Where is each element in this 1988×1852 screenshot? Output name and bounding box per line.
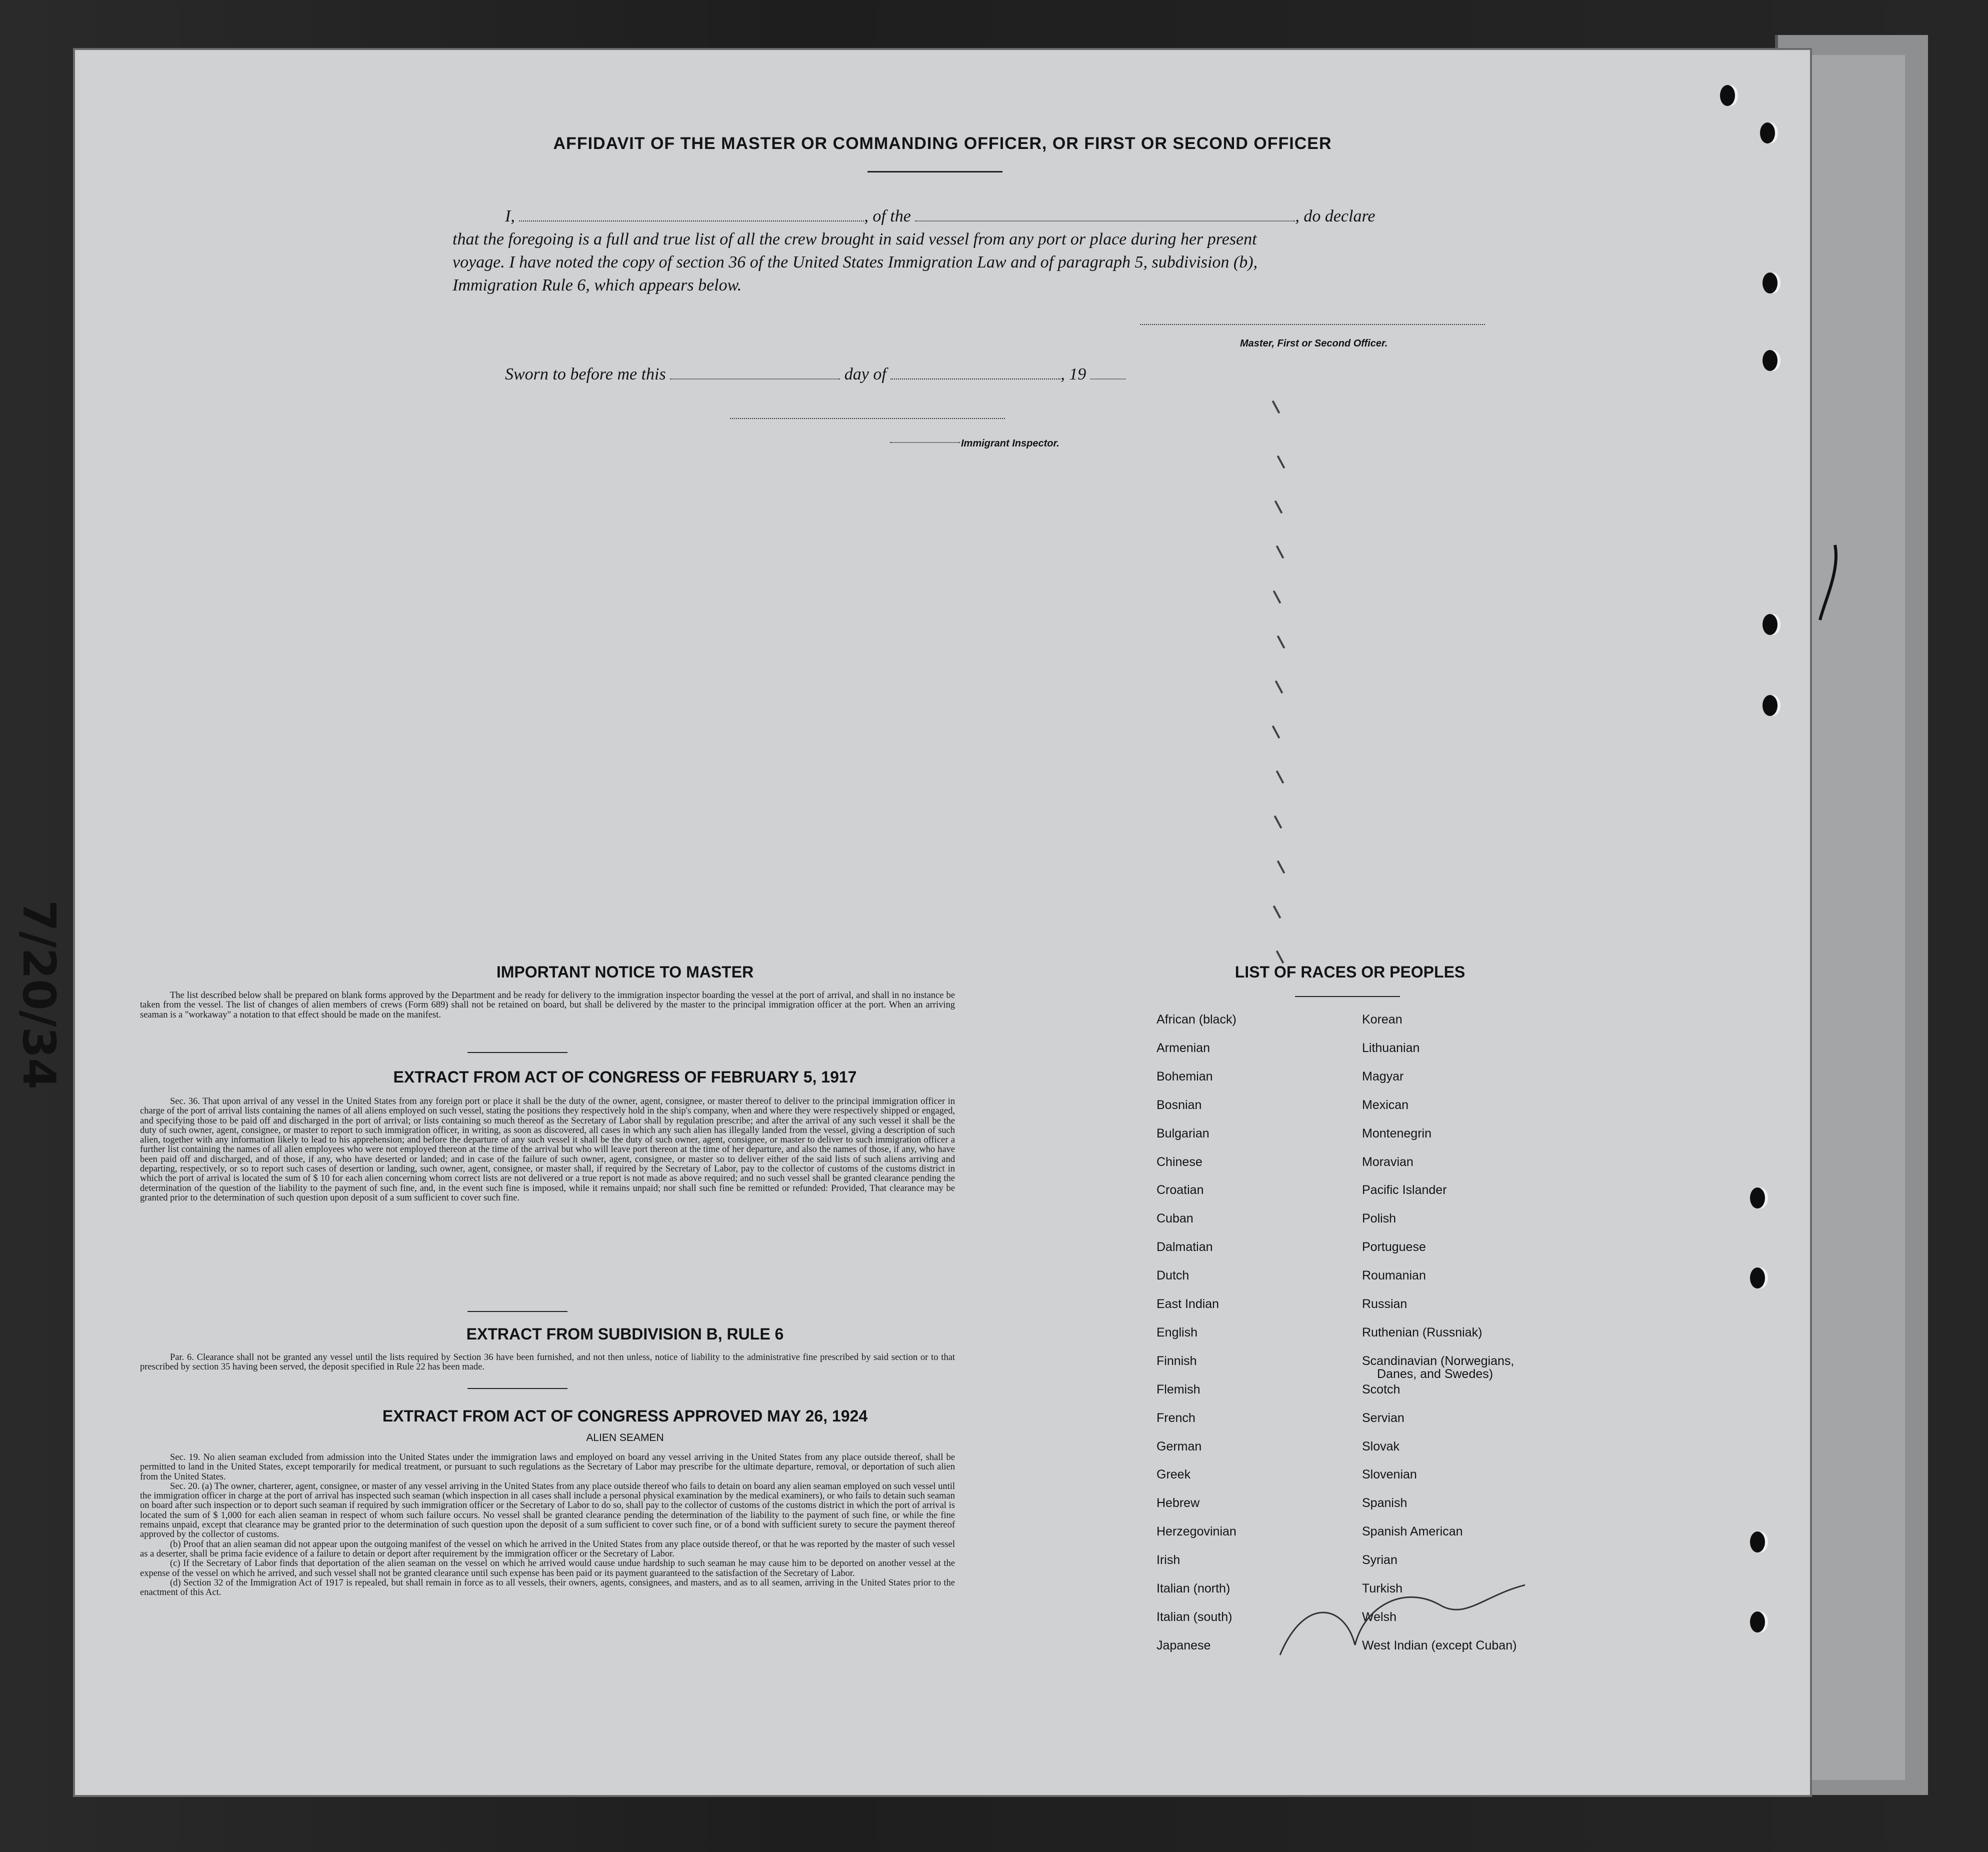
sworn-year-blank[interactable] — [1090, 366, 1126, 380]
extract-1917-text: Sec. 36. That upon arrival of any vessel in the United States from any foreign port or place it shall be the duty of the owner, agent, consignee, or master thereof to deliver to the principal immigration officer in charge of the port of arrival lists containing the names of all aliens employed on such vessel, stating the positions they respectively hold in the ship's company, when and where they were respectively shipped or engaged, and specifying those to be paid off and discharged in the port of arrival; or lists containing so much thereof as the Secretary of Labor shall by regulation prescribe; and after the arrival of any such vessel it shall be the duty of such owner, agent, consignee, or master to report to such immigration officer, in writing, as soon as discovered, all cases in which any such alien has illegally landed from the vessel, giving a description of such alien, together with any information likely to lead to his apprehension; and before the departure of any such vessel it shall be the duty of such owner, agent, consignee, or master to deliver to such immigration officer a further list containing the names of all alien employees who were not employed thereon at the time of the arrival but who will leave port thereon at the time of her departure, and also the names of those, if any, who have been paid off and discharged, and of those, if any, who have deserted or landed; and in case of the failure of such owner, agent, consignee, or master so to deliver either of the said lists of such aliens arriving and departing, respectively, or so to report such cases of desertion or landing, such owner, agent, consignee, or master shall, if required by the Secretary of Labor, pay to the collector of customs of the customs district in which the port of arrival is located the sum of $ 10 for each alien concerning whom correct lists are not delivered or a true report is not made as above required; and no such vessel shall be granted clearance pending the determination of the question of the liability to the payment of such fine, and, in the event such fine is imposed, while it remains unpaid; nor shall such fine be remitted or refunded: Provided, That clearance may be granted prior to the determination of such question upon deposit of a sum sufficient to cover such fine. — [140, 1096, 955, 1203]
race-item: Syrian — [1362, 1553, 1398, 1568]
race-item: Portuguese — [1362, 1240, 1426, 1254]
race-item: Bosnian — [1156, 1098, 1202, 1112]
binder-hole — [1760, 122, 1775, 144]
race-item: Russian — [1362, 1297, 1408, 1311]
sec20b-text: (b) Proof that an alien seaman did not appear upon the outgoing manifest of the vessel on which he arrived in the United States from any place outside thereof, or that he was reported by the master of such vessel as a deserter, shall be prima facie evidence of a failure to detain or deport after requirement by the immigration officer or the Secretary of Labor. — [140, 1539, 955, 1559]
extract-rule6-text: Par. 6. Clearance shall not be granted any vessel until the lists required by Section 36 have been furnished, and not then unless, notice of liability to the administrative fine prescribed by said section or to that prescribed by section 35 having been served, the deposit specified in Rule 22 has been made. — [140, 1352, 955, 1372]
binder-hole — [1720, 85, 1735, 106]
affidavit-line-2: that the foregoing is a full and true list of all the crew brought in said vessel from any port or place during her present — [452, 230, 1257, 248]
extract-1924-title: EXTRACT FROM ACT OF CONGRESS APPROVED MAY 26, 1924 — [382, 1407, 868, 1425]
binder-hole — [1750, 1268, 1765, 1288]
affidavit-title: AFFIDAVIT OF THE MASTER OR COMMANDING OFFICER, OR FIRST OR SECOND OFFICER — [553, 134, 1332, 153]
notice-text: The list described below shall be prepared on blank forms approved by the Department and be ready for delivery to the immigration inspector boarding the vessel at the port of arrival, and shall in no instance be taken from the vessel. The list of changes of alien members of crews (Form 689) shall not be retained on board, but shall be delivered by the master to the principal immigration officer at the port. When an arriving seaman is a "workaway" a notation to that effect should be made on the manifest. — [140, 990, 955, 1020]
race-item: Pacific Islander — [1362, 1183, 1447, 1198]
alien-seamen-subtitle: ALIEN SEAMEN — [586, 1432, 664, 1444]
race-item: Italian (south) — [1156, 1610, 1232, 1624]
extract-1917-title: EXTRACT FROM ACT OF CONGRESS OF FEBRUARY 5, 1917 — [393, 1068, 857, 1086]
check-mark — [1276, 770, 1284, 784]
race-item: Lithuanian — [1362, 1040, 1420, 1055]
race-item: Hebrew — [1156, 1496, 1200, 1510]
inspector-signature-line[interactable] — [730, 418, 1005, 419]
race-item: French — [1156, 1410, 1196, 1425]
name-blank[interactable] — [519, 208, 864, 222]
master-signature-line[interactable] — [1140, 324, 1485, 325]
race-item: Croatian — [1156, 1183, 1204, 1198]
race-item: Slovak — [1362, 1439, 1400, 1454]
document-page — [12, 50, 1810, 1795]
race-item: Finnish — [1156, 1354, 1197, 1368]
race-item: Montenegrin — [1362, 1126, 1432, 1140]
race-item: Armenian — [1156, 1040, 1210, 1055]
race-item: Dutch — [1156, 1268, 1190, 1283]
inspector-caption: Immigrant Inspector. — [961, 438, 1060, 449]
extract-1924-text — [140, 1453, 955, 1598]
race-item: Spanish American — [1362, 1524, 1463, 1539]
race-item: Bohemian — [1156, 1069, 1213, 1084]
divider — [468, 1388, 568, 1389]
check-mark — [1272, 726, 1280, 739]
affidavit-line-3: voyage. I have noted the copy of section 36 of the United States Immigration Law and of paragraph 5, subdivision (b), — [452, 253, 1258, 272]
margin-handwriting: 7/20/34 — [12, 900, 65, 1090]
race-item: Moravian — [1362, 1154, 1414, 1169]
race-item: Italian (north) — [1156, 1582, 1230, 1596]
race-item: Scotch — [1362, 1382, 1400, 1396]
check-mark — [1276, 950, 1284, 964]
check-mark — [1277, 636, 1286, 649]
binder-hole — [1762, 695, 1778, 716]
check-mark — [1274, 500, 1283, 514]
race-item: Cuban — [1156, 1212, 1194, 1226]
sworn-year: , 19 — [1060, 365, 1086, 384]
check-mark — [1275, 680, 1284, 694]
underlying-page — [1795, 55, 1905, 1780]
sworn-line — [505, 365, 1126, 384]
race-item: Scandinavian (Norwegians, — [1362, 1354, 1514, 1368]
binder-hole — [1750, 1532, 1765, 1552]
race-item: Greek — [1156, 1468, 1191, 1482]
race-item-continuation: Danes, and Swedes) — [1377, 1366, 1494, 1381]
race-item: Slovenian — [1362, 1468, 1417, 1482]
binder-hole — [1762, 272, 1778, 294]
binder-hole — [1750, 1612, 1765, 1632]
vessel-blank[interactable] — [915, 208, 1295, 222]
check-mark — [1274, 816, 1282, 829]
sworn-text: Sworn to before me this — [505, 365, 666, 384]
race-item: Herzegovinian — [1156, 1524, 1236, 1539]
race-item: Magyar — [1362, 1069, 1404, 1084]
affidavit-line-1 — [505, 207, 1500, 226]
sec20a-text: Sec. 20. (a) The owner, charterer, agent, consignee, or master of any vessel arriving in the United States from any place outside thereof who fails to detain on board any alien seaman employed on such vessel until the immigration officer in charge at the port of arrival has inspected such seaman (which inspection in all cases shall include a personal physical examination by the medical examiners), or who fails to detain such seaman on board after such inspection or to deport such seaman if required by such immigration officer or the Secretary of Labor to do so, shall pay to the collector of customs of the customs district in which the port of arrival is located the sum of $ 1,000 for each alien seaman in respect of whom such failure occurs. No vessel shall be granted clearance pending the determination of the liability to the payment of such fine, or while the fine remains unpaid, except that clearance may be granted prior to the determination of such question upon the deposit of a sum sufficient to cover such fine, or of a bond with sufficient surety to secure the payment thereof approved by the collector of customs. — [140, 1481, 955, 1540]
check-mark — [1277, 860, 1286, 874]
race-item: Japanese — [1156, 1638, 1211, 1652]
sworn-month-blank[interactable] — [890, 366, 1060, 380]
check-mark — [1276, 546, 1284, 559]
race-item: Mexican — [1362, 1098, 1409, 1112]
races-title: LIST OF RACES OR PEOPLES — [1234, 963, 1466, 981]
check-mark — [1272, 400, 1280, 414]
race-item: Turkish — [1362, 1582, 1403, 1596]
check-mark — [1273, 906, 1282, 919]
race-item: German — [1156, 1439, 1202, 1454]
race-item: Bulgarian — [1156, 1126, 1210, 1140]
binder-hole — [1750, 1188, 1765, 1208]
race-item: Polish — [1362, 1212, 1396, 1226]
races-divider — [1295, 996, 1400, 997]
title-divider — [868, 171, 1002, 172]
sworn-day-of: day of — [844, 365, 886, 384]
check-mark — [1277, 456, 1286, 469]
affidavit-declare: , do declare — [1295, 207, 1376, 226]
race-item: Chinese — [1156, 1154, 1202, 1169]
master-caption: Master, First or Second Officer. — [1240, 338, 1388, 349]
divider — [468, 1052, 568, 1053]
handwritten-scribble — [1275, 1575, 1535, 1665]
affidavit-of-the: , of the — [864, 207, 911, 226]
check-mark — [1273, 590, 1282, 604]
race-item: West Indian (except Cuban) — [1362, 1638, 1517, 1652]
race-item: Ruthenian (Russniak) — [1362, 1325, 1482, 1340]
sec20d-text: (d) Section 32 of the Immigration Act of 1917 is repealed, but shall remain in force as to all vessels, their owners, agents, consignees, and masters, and as to all seamen, arriving in the United States prior to the enactment of this Act. — [140, 1578, 955, 1598]
affidavit-line-4: Immigration Rule 6, which appears below. — [452, 276, 742, 294]
binder-hole — [1762, 614, 1778, 635]
binder-hole — [1762, 350, 1778, 371]
race-item: Welsh — [1362, 1610, 1397, 1624]
race-item: English — [1156, 1325, 1198, 1340]
notice-title: IMPORTANT NOTICE TO MASTER — [496, 963, 754, 981]
sworn-day-blank[interactable] — [670, 366, 840, 380]
race-item: Spanish — [1362, 1496, 1408, 1510]
race-item: African (black) — [1156, 1012, 1236, 1026]
affidavit-i: I, — [505, 207, 515, 226]
race-item: Servian — [1362, 1410, 1404, 1425]
sec19-text: Sec. 19. No alien seaman excluded from admission into the United States under the immigration laws and employed on board any vessel arriving in the United States from any place outside thereof, shall be permitted to land in the United States, except temporarily for medical treatment, or pursuant to such regulations as the Secretary of Labor may prescribe for the ultimate departure, removal, or deportation of such alien from the United States. — [140, 1452, 955, 1482]
race-item: Irish — [1156, 1553, 1180, 1568]
race-item: Roumanian — [1362, 1268, 1426, 1283]
race-item: Dalmatian — [1156, 1240, 1213, 1254]
handwritten-mark — [1815, 540, 1845, 625]
race-item: Korean — [1362, 1012, 1402, 1026]
extract-rule6-title: EXTRACT FROM SUBDIVISION B, RULE 6 — [466, 1325, 784, 1343]
sec20c-text: (c) If the Secretary of Labor finds that deportation of the alien seaman on the vessel on which he arrived would cause undue hardship to such seaman he may cause him to be deported on another vessel at the expense of the vessel on which he arrived, and such vessel shall not be granted clearance until such expense has been paid or its payment guaranteed to the satisfaction of the Secretary of Labor. — [140, 1558, 955, 1578]
race-item: Flemish — [1156, 1382, 1200, 1396]
inspector-dots — [890, 442, 960, 443]
race-item: East Indian — [1156, 1297, 1220, 1311]
divider — [468, 1311, 568, 1312]
